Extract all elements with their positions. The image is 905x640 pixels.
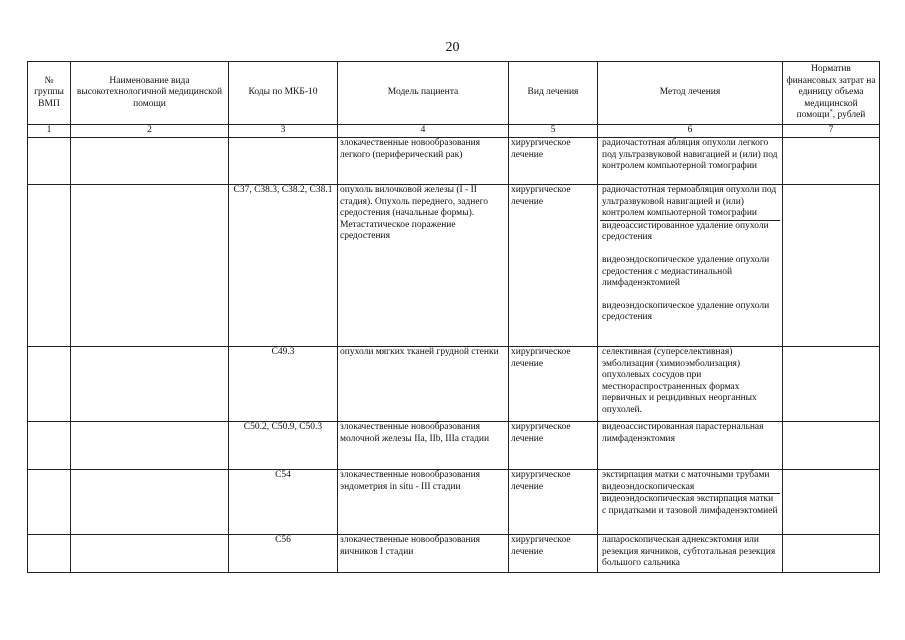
cell-treatment-method	[598, 185, 783, 347]
footnote-mark: *	[829, 108, 833, 116]
page-number: 20	[445, 40, 460, 55]
method-item: радиочастотная термоабляция опухоли под ультразвуковой навигацией и (или) контролем компьютерной томографии	[602, 185, 777, 219]
method-item: радиочастотная абляция опухоли легкого под ультразвуковой навигацией и (или) под контролем компьютерной томографии	[602, 138, 778, 172]
table-row	[28, 138, 880, 185]
cell-icd-codes: C49.3	[229, 347, 338, 422]
cell-cost-standard	[783, 185, 880, 347]
cell-treatment-method	[598, 138, 783, 185]
method-item: видеоассистированное удаление опухоли средостения	[600, 220, 780, 244]
vmp-table	[27, 61, 880, 573]
cell-treatment-method	[598, 347, 783, 422]
method-item: видеоэндоскопическая экстирпация матки с придатками и тазовой лимфаденэктомией	[600, 493, 780, 517]
cell-care-type	[71, 422, 229, 470]
header-cost-unit: , рублей	[832, 110, 866, 121]
method-item: видеоэндоскопическое удаление опухоли средостения	[602, 300, 770, 323]
cell-treatment-method	[598, 422, 783, 470]
method-item: видеоэндоскопическое удаление опухоли средостения с медиастинальной лимфаденэктомией	[602, 254, 770, 289]
header-row	[28, 62, 880, 125]
cell-group-number	[28, 138, 71, 185]
cell-group-number	[28, 185, 71, 347]
column-number: 5	[509, 125, 598, 138]
cell-group-number	[28, 470, 71, 535]
cell-treatment-type: хирургическое лечение	[509, 347, 598, 422]
cell-group-number	[28, 535, 71, 573]
header-treatment-method: Метод лечения	[598, 62, 783, 125]
cell-patient-model: злокачественные новообразования эндометрия in situ - III стадии	[338, 470, 509, 535]
cell-patient-model: злокачественные новообразования яичников I стадии	[338, 535, 509, 573]
cell-treatment-type: хирургическое лечение	[509, 422, 598, 470]
cell-cost-standard	[783, 535, 880, 573]
cell-patient-model: злокачественные новообразования легкого (периферический рак)	[338, 138, 509, 185]
header-group-number: № группы ВМП	[28, 62, 71, 125]
column-number: 4	[338, 125, 509, 138]
column-number-row	[28, 125, 880, 138]
table-row	[28, 422, 880, 470]
cell-group-number	[28, 422, 71, 470]
cell-treatment-type: хирургическое лечение	[509, 535, 598, 573]
header-cost-text: Норматив финансовых затрат на единицу объема медицинской помощи	[786, 64, 876, 121]
cell-treatment-method	[598, 535, 783, 573]
header-icd-codes: Коды по МКБ-10	[229, 62, 338, 125]
cell-cost-standard	[783, 470, 880, 535]
cell-treatment-method	[598, 470, 783, 535]
table-row	[28, 535, 880, 573]
method-item: лапароскопическая аднексэктомия или резекция яичников, субтотальная резекция большого сальника	[602, 535, 776, 569]
cell-care-type	[71, 535, 229, 573]
method-spacer	[600, 290, 780, 301]
table-row	[28, 185, 880, 347]
column-number: 6	[598, 125, 783, 138]
cell-patient-model: злокачественные новообразования молочной железы IIa, IIb, IIIa стадии	[338, 422, 509, 470]
header-care-type: Наименование вида высокотехнологичной медицинской помощи	[71, 62, 229, 125]
cell-icd-codes: C56	[229, 535, 338, 573]
cell-icd-codes	[229, 138, 338, 185]
column-number: 1	[28, 125, 71, 138]
header-treatment-type: Вид лечения	[509, 62, 598, 125]
header-patient-model: Модель пациента	[338, 62, 509, 125]
cell-treatment-type: хирургическое лечение	[509, 185, 598, 347]
cell-icd-codes: C54	[229, 470, 338, 535]
cell-care-type	[71, 470, 229, 535]
cell-cost-standard	[783, 422, 880, 470]
column-number: 7	[783, 125, 880, 138]
column-number: 2	[71, 125, 229, 138]
method-item: экстирпация матки с маточными трубами видеоэндоскопическая	[602, 470, 770, 492]
column-number: 3	[229, 125, 338, 138]
cell-patient-model: опухоли мягких тканей грудной стенки	[338, 347, 509, 422]
method-item: селективная (суперселективная) эмболизация (химиоэмболизация) опухолевых сосудов при местнораспространенных формах первичных и рецидивных неорганных опухолей.	[602, 347, 757, 415]
cell-treatment-type: хирургическое лечение	[509, 470, 598, 535]
cell-icd-codes: C37, C38.3, C38.2, C38.1	[229, 185, 338, 347]
cell-group-number	[28, 347, 71, 422]
header-cost-standard	[783, 62, 880, 125]
table-row	[28, 470, 880, 535]
cell-cost-standard	[783, 138, 880, 185]
cell-patient-model: опухоль вилочковой железы (I - II стадия). Опухоль переднего, заднего средостения (начальные формы). Метастатическое поражение средостения	[338, 185, 509, 347]
cell-care-type	[71, 347, 229, 422]
cell-icd-codes: C50.2, C50.9, C50.3	[229, 422, 338, 470]
cell-care-type	[71, 138, 229, 185]
cell-care-type	[71, 185, 229, 347]
method-item: видеоассистированная парастернальная лимфаденэктомия	[602, 422, 764, 444]
method-spacer	[600, 244, 780, 255]
cell-cost-standard	[783, 347, 880, 422]
cell-treatment-type: хирургическое лечение	[509, 138, 598, 185]
table-row	[28, 347, 880, 422]
